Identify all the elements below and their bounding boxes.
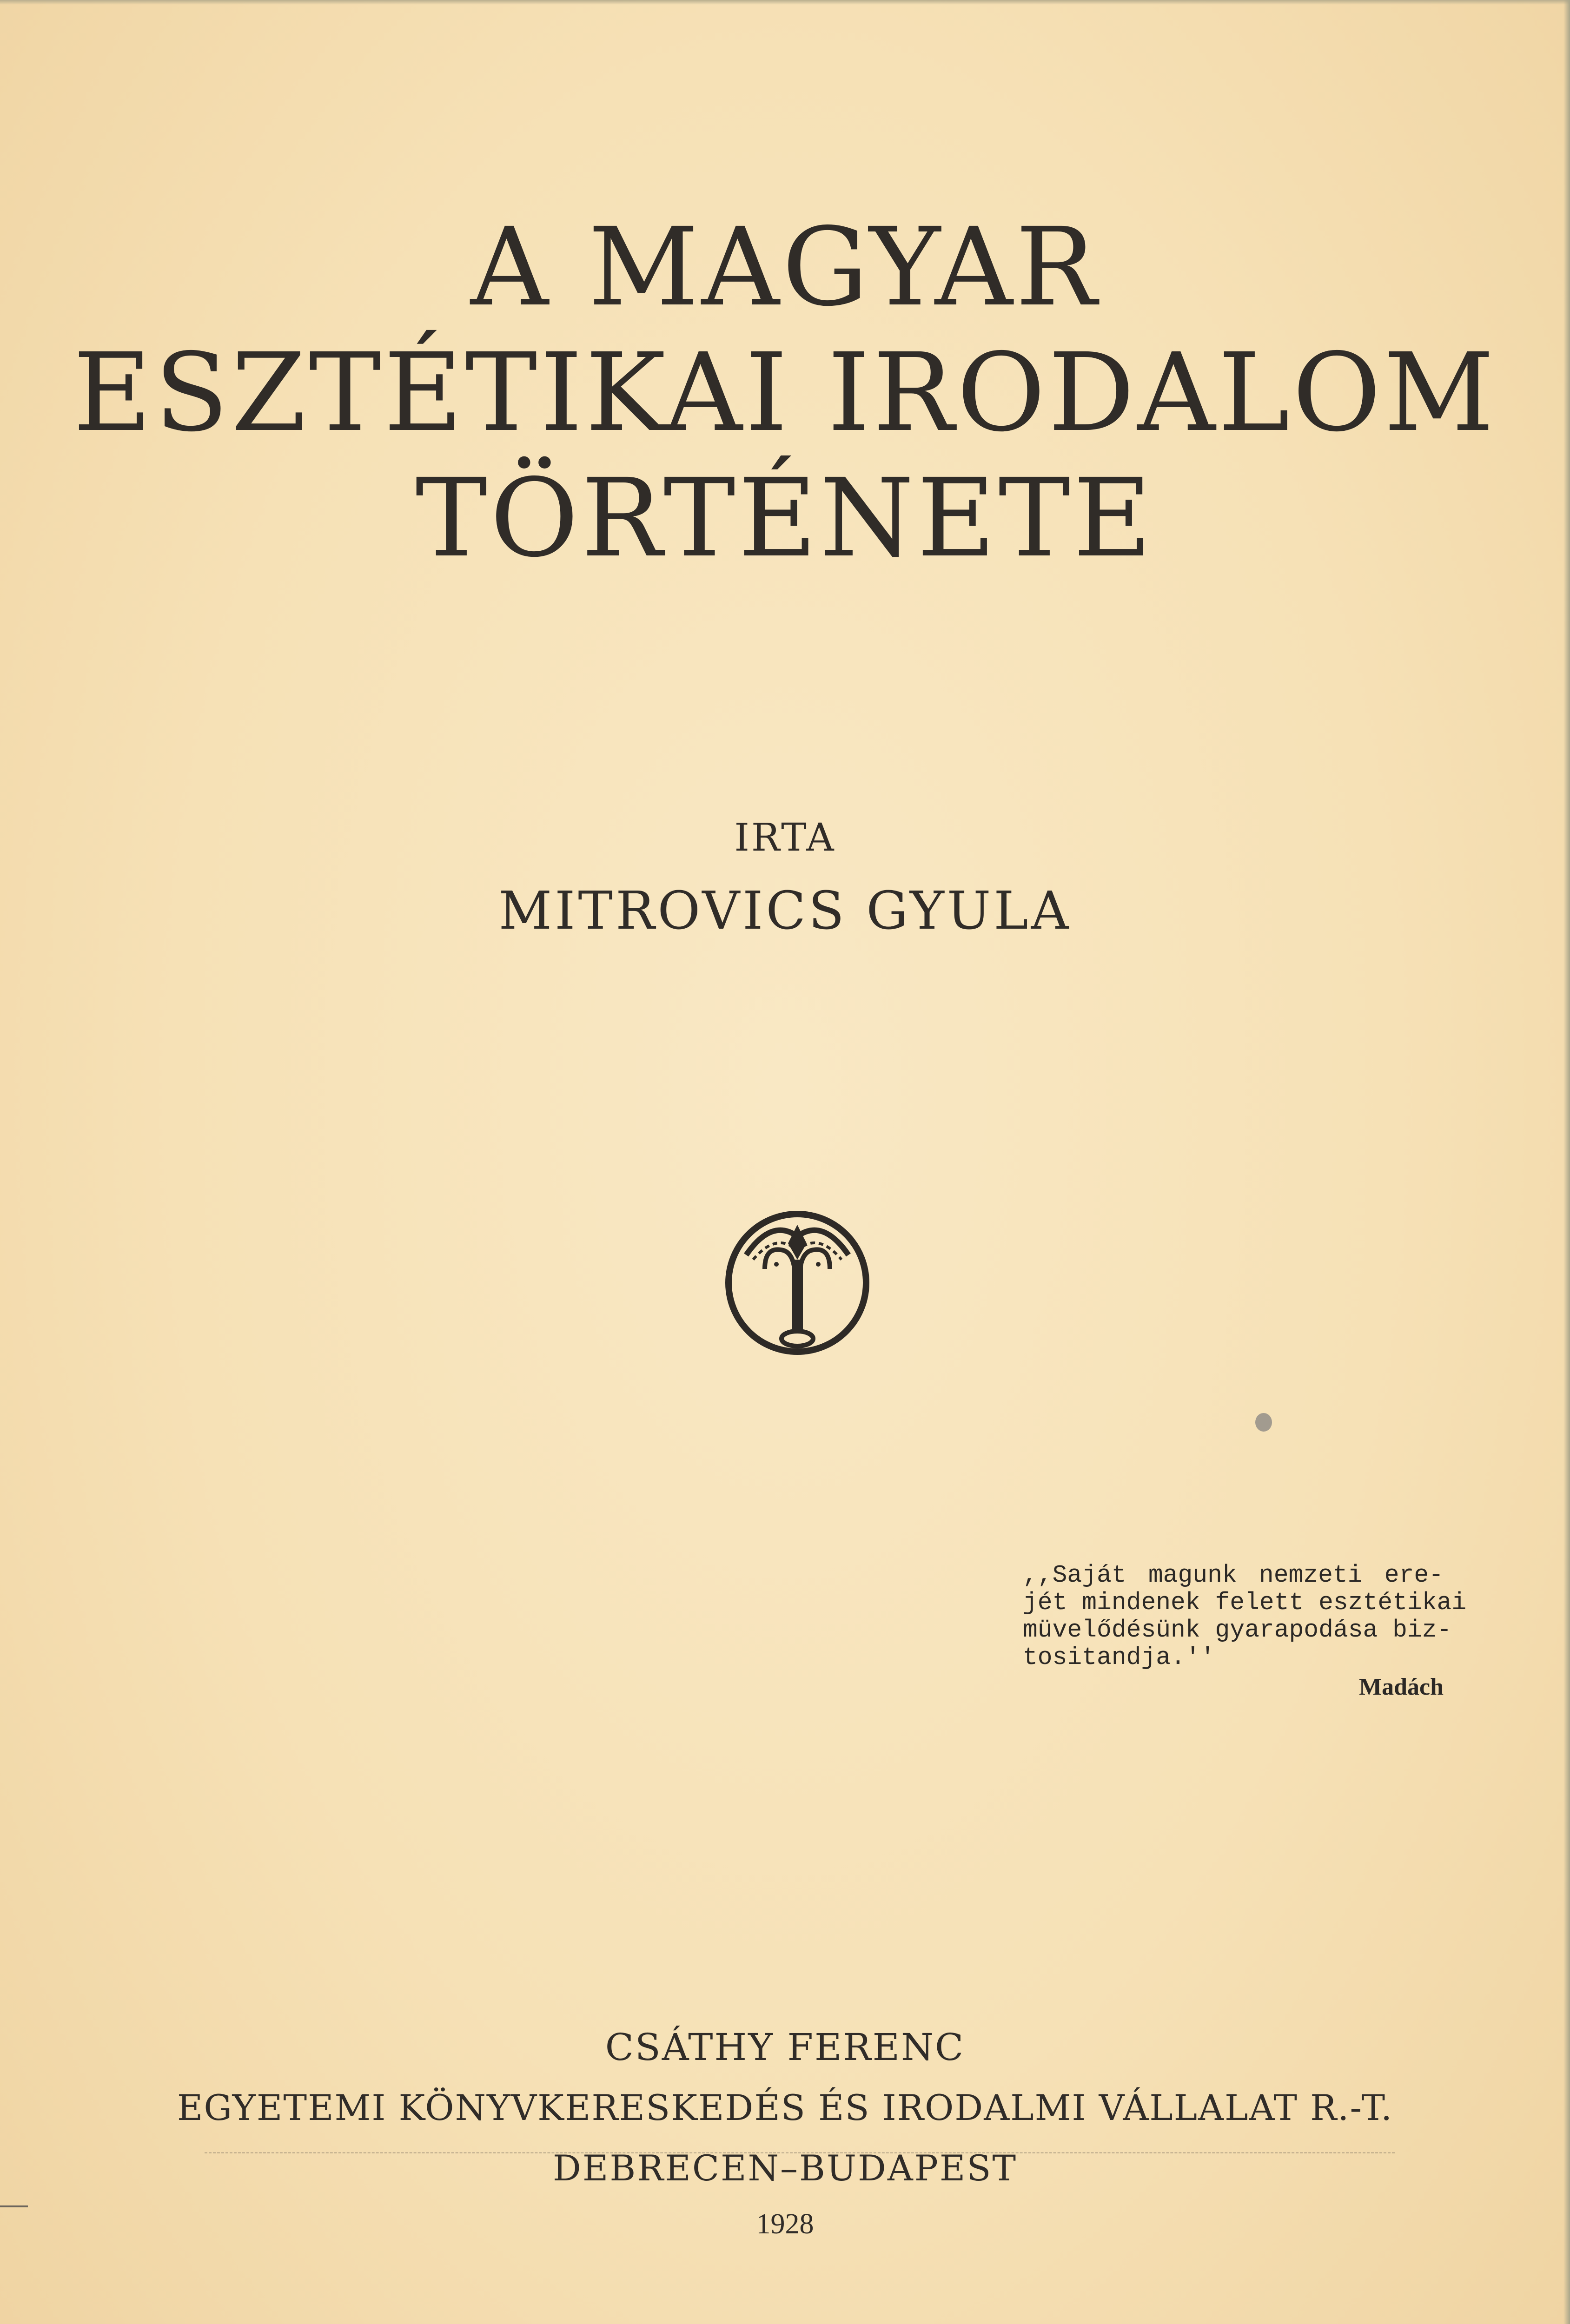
title-line-2: ESZTÉTIKAI IRODALOM	[73, 330, 1497, 456]
epigraph	[1023, 1561, 1467, 1701]
epigraph-line-3: müvelődésünk gyarapodása biz-	[1023, 1616, 1452, 1644]
book-title	[0, 205, 1570, 581]
epigraph-attribution: Madách	[1359, 1674, 1444, 1700]
byline-label: IRTA	[734, 816, 836, 860]
epigraph-line-2: jét mindenek felett esztétikai	[1023, 1589, 1467, 1617]
page-top-edge	[0, 0, 1570, 5]
title-line-3: TÖRTÉNETE	[415, 456, 1155, 581]
publisher-emblem-icon	[721, 1199, 874, 1367]
paper-speck	[1255, 1413, 1272, 1432]
author-name: MITROVICS GYULA	[498, 881, 1072, 941]
publisher-company: EGYETEMI KÖNYVKERESKEDÉS ÉS IRODALMI VÁLLALAT R.-T.	[177, 2087, 1393, 2128]
publisher-cities: DEBRECEN–BUDAPEST	[552, 2147, 1018, 2189]
epigraph-line-1: ,,Saját magunk nemzeti ere-	[1023, 1561, 1444, 1589]
publisher-name: CSÁTHY FERENC	[605, 2026, 965, 2069]
epigraph-line-4: tositandja.''	[1023, 1644, 1215, 1671]
margin-mark	[0, 2205, 28, 2207]
publication-year: 1928	[756, 2208, 814, 2240]
bleed-through-line	[205, 2152, 1395, 2153]
title-line-1: A MAGYAR	[470, 205, 1100, 330]
imprint	[0, 2017, 1570, 2250]
